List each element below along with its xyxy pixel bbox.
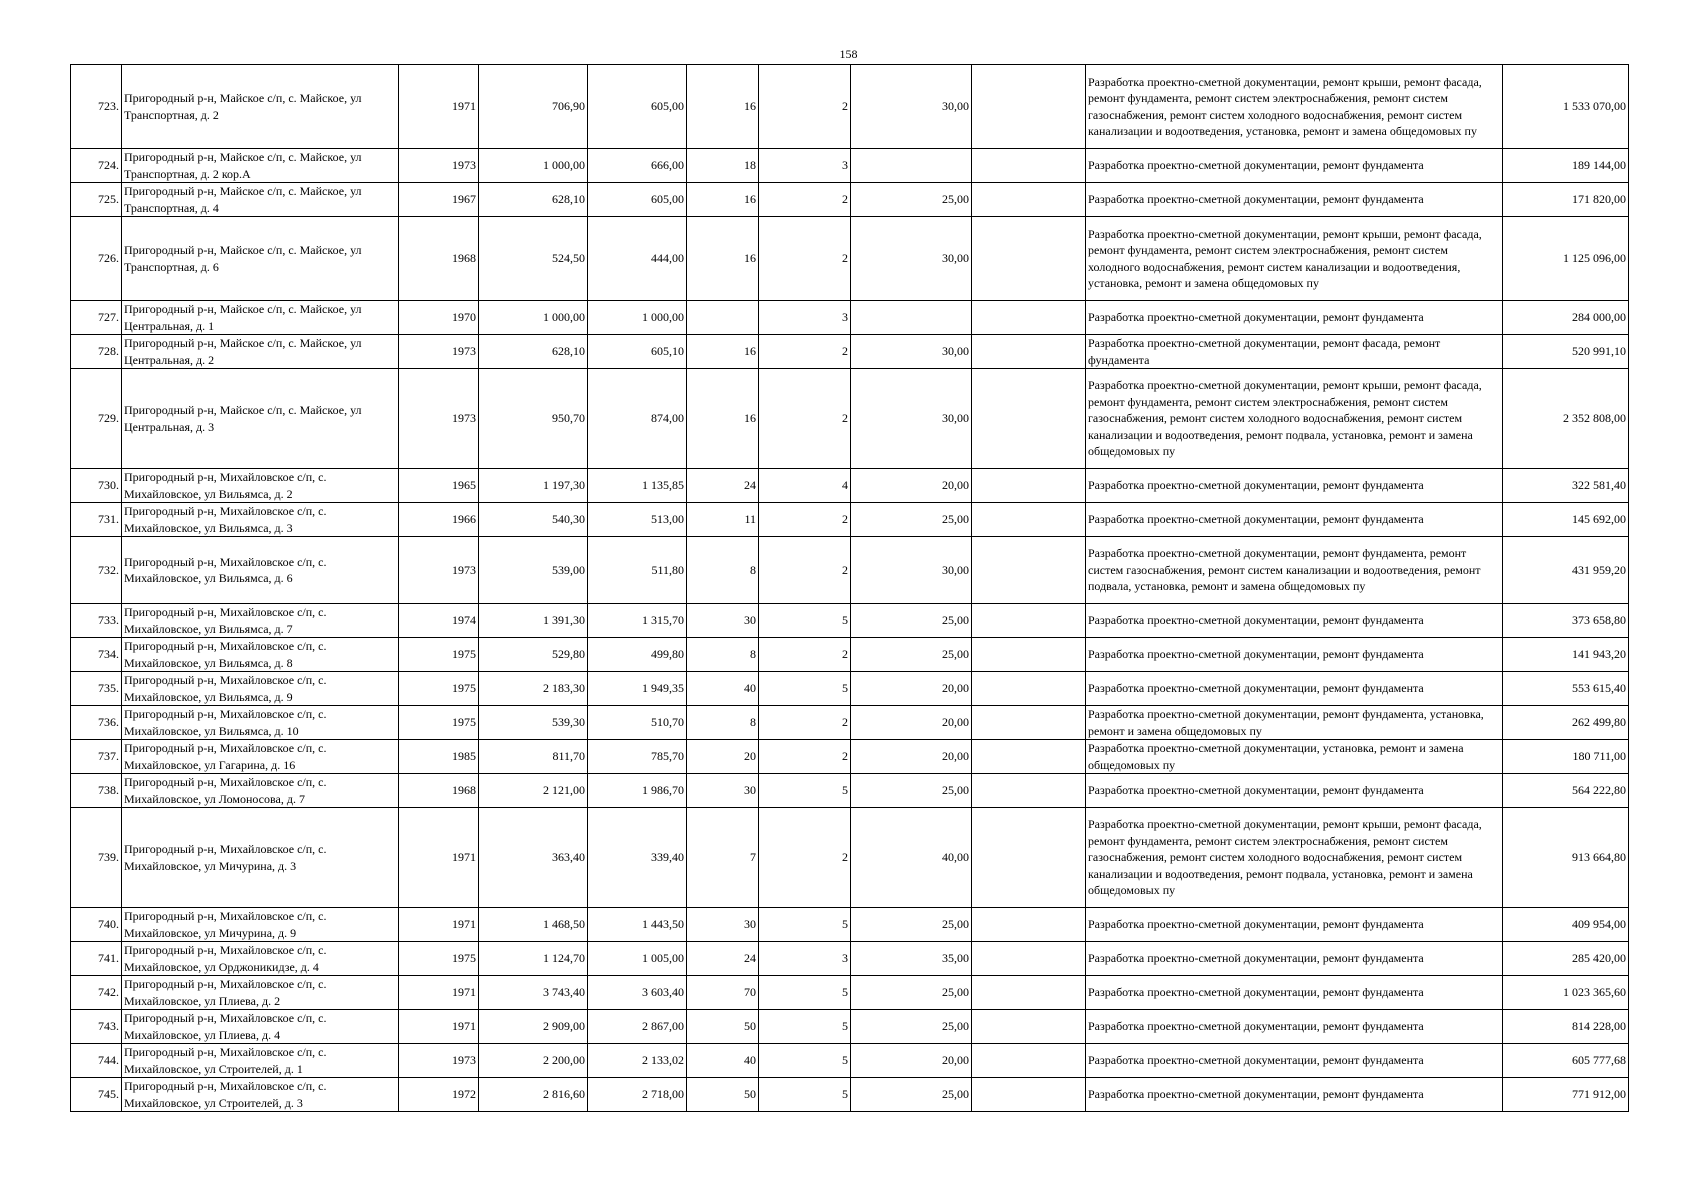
living-area-cell: 1 005,00 (588, 942, 687, 976)
row-number-cell: 730. (71, 469, 122, 503)
empty-cell (972, 774, 1086, 808)
works-cell: Разработка проектно-сметной документации, ремонт фундамента (1086, 672, 1503, 706)
empty-cell (972, 638, 1086, 672)
row-number-cell: 732. (71, 537, 122, 604)
year-cell: 1973 (399, 1044, 479, 1078)
wear-cell: 30,00 (851, 369, 972, 469)
empty-cell (972, 469, 1086, 503)
living-area-cell: 444,00 (588, 217, 687, 301)
table-row (71, 942, 1629, 976)
address-cell: Пригородный р-н, Михайловское с/п, с. Михайловское, ул Вильямса, д. 3 (122, 503, 399, 537)
wear-cell: 25,00 (851, 774, 972, 808)
living-area-cell: 3 603,40 (588, 976, 687, 1010)
row-number-cell: 724. (71, 149, 122, 183)
floors-cell: 5 (759, 1044, 851, 1078)
empty-cell (972, 503, 1086, 537)
wear-cell (851, 301, 972, 335)
floors-cell: 2 (759, 335, 851, 369)
address-cell: Пригородный р-н, Михайловское с/п, с. Михайловское, ул Орджоникидзе, д. 4 (122, 942, 399, 976)
cost-cell: 373 658,80 (1503, 604, 1629, 638)
cost-cell: 553 615,40 (1503, 672, 1629, 706)
wear-cell: 25,00 (851, 604, 972, 638)
year-cell: 1973 (399, 537, 479, 604)
year-cell: 1973 (399, 369, 479, 469)
row-number-cell: 726. (71, 217, 122, 301)
year-cell: 1975 (399, 638, 479, 672)
empty-cell (972, 183, 1086, 217)
total-area-cell: 539,30 (479, 706, 588, 740)
cost-cell: 285 420,00 (1503, 942, 1629, 976)
wear-cell: 25,00 (851, 908, 972, 942)
year-cell: 1966 (399, 503, 479, 537)
address-cell: Пригородный р-н, Михайловское с/п, с. Михайловское, ул Вильямса, д. 2 (122, 469, 399, 503)
living-area-cell: 499,80 (588, 638, 687, 672)
total-area-cell: 529,80 (479, 638, 588, 672)
residents-cell: 30 (687, 908, 759, 942)
total-area-cell: 628,10 (479, 183, 588, 217)
year-cell: 1971 (399, 976, 479, 1010)
works-cell: Разработка проектно-сметной документации, ремонт фундамента (1086, 908, 1503, 942)
year-cell: 1972 (399, 1078, 479, 1112)
empty-cell (972, 740, 1086, 774)
table-row (71, 301, 1629, 335)
floors-cell: 2 (759, 503, 851, 537)
works-cell: Разработка проектно-сметной документации, ремонт фундамента (1086, 469, 1503, 503)
total-area-cell: 1 391,30 (479, 604, 588, 638)
year-cell: 1971 (399, 1010, 479, 1044)
residents-cell: 16 (687, 217, 759, 301)
address-cell: Пригородный р-н, Михайловское с/п, с. Михайловское, ул Мичурина, д. 9 (122, 908, 399, 942)
table-row (71, 672, 1629, 706)
year-cell: 1975 (399, 942, 479, 976)
row-number-cell: 723. (71, 65, 122, 149)
living-area-cell: 874,00 (588, 369, 687, 469)
row-number-cell: 737. (71, 740, 122, 774)
floors-cell: 2 (759, 369, 851, 469)
year-cell: 1974 (399, 604, 479, 638)
works-cell: Разработка проектно-сметной документации, ремонт фундамента (1086, 503, 1503, 537)
cost-cell: 1 125 096,00 (1503, 217, 1629, 301)
total-area-cell: 3 743,40 (479, 976, 588, 1010)
address-cell: Пригородный р-н, Майское с/п, с. Майское, ул Транспортная, д. 2 (122, 65, 399, 149)
floors-cell: 5 (759, 976, 851, 1010)
wear-cell: 30,00 (851, 65, 972, 149)
living-area-cell: 1 986,70 (588, 774, 687, 808)
floors-cell: 5 (759, 604, 851, 638)
year-cell: 1971 (399, 65, 479, 149)
row-number-cell: 731. (71, 503, 122, 537)
address-cell: Пригородный р-н, Майское с/п, с. Майское, ул Транспортная, д. 4 (122, 183, 399, 217)
residents-cell: 16 (687, 335, 759, 369)
address-cell: Пригородный р-н, Майское с/п, с. Майское, ул Центральная, д. 1 (122, 301, 399, 335)
row-number-cell: 728. (71, 335, 122, 369)
total-area-cell: 1 468,50 (479, 908, 588, 942)
table-row (71, 774, 1629, 808)
wear-cell: 25,00 (851, 503, 972, 537)
floors-cell: 2 (759, 217, 851, 301)
residents-cell: 8 (687, 537, 759, 604)
cost-cell: 1 023 365,60 (1503, 976, 1629, 1010)
residents-cell: 18 (687, 149, 759, 183)
total-area-cell: 1 000,00 (479, 149, 588, 183)
empty-cell (972, 672, 1086, 706)
table-row (71, 1044, 1629, 1078)
empty-cell (972, 1044, 1086, 1078)
empty-cell (972, 537, 1086, 604)
wear-cell: 25,00 (851, 638, 972, 672)
works-cell: Разработка проектно-сметной документации, ремонт фундамента (1086, 1010, 1503, 1044)
living-area-cell: 1 443,50 (588, 908, 687, 942)
works-cell: Разработка проектно-сметной документации, ремонт фундамента, ремонт систем газоснабжения, ремонт систем канализации и водоотведения, ремонт подвала, установка, ремонт и замена общедомовых пу (1086, 537, 1503, 604)
row-number-cell: 741. (71, 942, 122, 976)
residents-cell: 24 (687, 942, 759, 976)
wear-cell: 20,00 (851, 469, 972, 503)
wear-cell: 25,00 (851, 183, 972, 217)
residents-cell: 70 (687, 976, 759, 1010)
living-area-cell: 605,00 (588, 65, 687, 149)
table-row (71, 706, 1629, 740)
table-row (71, 908, 1629, 942)
empty-cell (972, 1078, 1086, 1112)
total-area-cell: 2 200,00 (479, 1044, 588, 1078)
wear-cell: 20,00 (851, 740, 972, 774)
floors-cell: 3 (759, 149, 851, 183)
cost-cell: 520 991,10 (1503, 335, 1629, 369)
floors-cell: 4 (759, 469, 851, 503)
wear-cell: 30,00 (851, 335, 972, 369)
total-area-cell: 950,70 (479, 369, 588, 469)
residents-cell: 11 (687, 503, 759, 537)
address-cell: Пригородный р-н, Михайловское с/п, с. Михайловское, ул Вильямса, д. 8 (122, 638, 399, 672)
living-area-cell: 513,00 (588, 503, 687, 537)
address-cell: Пригородный р-н, Майское с/п, с. Майское, ул Транспортная, д. 6 (122, 217, 399, 301)
cost-cell: 431 959,20 (1503, 537, 1629, 604)
residents-cell: 40 (687, 1044, 759, 1078)
table-row (71, 65, 1629, 149)
cost-cell: 564 222,80 (1503, 774, 1629, 808)
wear-cell: 25,00 (851, 1010, 972, 1044)
works-cell: Разработка проектно-сметной документации, ремонт фундамента (1086, 183, 1503, 217)
address-cell: Пригородный р-н, Михайловское с/п, с. Михайловское, ул Ломоносова, д. 7 (122, 774, 399, 808)
empty-cell (972, 808, 1086, 908)
residents-cell (687, 301, 759, 335)
works-cell: Разработка проектно-сметной документации, ремонт фундамента (1086, 942, 1503, 976)
wear-cell: 30,00 (851, 537, 972, 604)
year-cell: 1967 (399, 183, 479, 217)
total-area-cell: 2 816,60 (479, 1078, 588, 1112)
row-number-cell: 734. (71, 638, 122, 672)
total-area-cell: 1 000,00 (479, 301, 588, 335)
works-cell: Разработка проектно-сметной документации, ремонт фундамента (1086, 976, 1503, 1010)
cost-cell: 2 352 808,00 (1503, 369, 1629, 469)
wear-cell: 25,00 (851, 976, 972, 1010)
page-number: 158 (839, 47, 858, 61)
row-number-cell: 735. (71, 672, 122, 706)
address-cell: Пригородный р-н, Майское с/п, с. Майское, ул Центральная, д. 2 (122, 335, 399, 369)
works-cell: Разработка проектно-сметной документации, ремонт крыши, ремонт фасада, ремонт фундамента, ремонт систем электроснабжения, ремонт систем газоснабжения, ремонт систем холодного водоснабжения, ремонт систем канализации и водоотведения, ремонт подвала, установка, ремонт и замена общедомовых пу (1086, 808, 1503, 908)
total-area-cell: 2 183,30 (479, 672, 588, 706)
table-row (71, 1078, 1629, 1112)
empty-cell (972, 301, 1086, 335)
living-area-cell: 1 315,70 (588, 604, 687, 638)
living-area-cell: 2 718,00 (588, 1078, 687, 1112)
wear-cell: 25,00 (851, 1078, 972, 1112)
empty-cell (972, 335, 1086, 369)
empty-cell (972, 942, 1086, 976)
cost-cell: 1 533 070,00 (1503, 65, 1629, 149)
total-area-cell: 706,90 (479, 65, 588, 149)
works-cell: Разработка проектно-сметной документации, ремонт фундамента (1086, 774, 1503, 808)
address-cell: Пригородный р-н, Михайловское с/п, с. Михайловское, ул Вильямса, д. 7 (122, 604, 399, 638)
wear-cell: 30,00 (851, 217, 972, 301)
floors-cell: 5 (759, 672, 851, 706)
table-body (71, 65, 1629, 1112)
year-cell: 1973 (399, 335, 479, 369)
row-number-cell: 738. (71, 774, 122, 808)
floors-cell: 3 (759, 301, 851, 335)
residents-cell: 50 (687, 1078, 759, 1112)
year-cell: 1968 (399, 774, 479, 808)
total-area-cell: 2 909,00 (479, 1010, 588, 1044)
year-cell: 1975 (399, 706, 479, 740)
living-area-cell: 339,40 (588, 808, 687, 908)
floors-cell: 2 (759, 808, 851, 908)
floors-cell: 2 (759, 638, 851, 672)
floors-cell: 5 (759, 908, 851, 942)
residents-cell: 7 (687, 808, 759, 908)
residents-cell: 30 (687, 604, 759, 638)
total-area-cell: 1 124,70 (479, 942, 588, 976)
residents-cell: 16 (687, 183, 759, 217)
cost-cell: 141 943,20 (1503, 638, 1629, 672)
works-cell: Разработка проектно-сметной документации, ремонт фундамента, установка, ремонт и замена общедомовых пу (1086, 706, 1503, 740)
floors-cell: 2 (759, 183, 851, 217)
row-number-cell: 736. (71, 706, 122, 740)
year-cell: 1973 (399, 149, 479, 183)
table-row (71, 217, 1629, 301)
address-cell: Пригородный р-н, Михайловское с/п, с. Михайловское, ул Строителей, д. 1 (122, 1044, 399, 1078)
table-row (71, 808, 1629, 908)
residents-cell: 50 (687, 1010, 759, 1044)
year-cell: 1985 (399, 740, 479, 774)
address-cell: Пригородный р-н, Михайловское с/п, с. Михайловское, ул Вильямса, д. 6 (122, 537, 399, 604)
address-cell: Пригородный р-н, Майское с/п, с. Майское, ул Транспортная, д. 2 кор.А (122, 149, 399, 183)
residents-cell: 30 (687, 774, 759, 808)
table-row (71, 503, 1629, 537)
works-cell: Разработка проектно-сметной документации, ремонт крыши, ремонт фасада, ремонт фундамента, ремонт систем электроснабжения, ремонт систем холодного водоснабжения, ремонт систем канализации и водоотведения, установка, ремонт и замена общедомовых пу (1086, 217, 1503, 301)
year-cell: 1975 (399, 672, 479, 706)
address-cell: Пригородный р-н, Михайловское с/п, с. Михайловское, ул Гагарина, д. 16 (122, 740, 399, 774)
table-row (71, 638, 1629, 672)
row-number-cell: 727. (71, 301, 122, 335)
address-cell: Пригородный р-н, Михайловское с/п, с. Михайловское, ул Строителей, д. 3 (122, 1078, 399, 1112)
table-row (71, 537, 1629, 604)
address-cell: Пригородный р-н, Михайловское с/п, с. Михайловское, ул Вильямса, д. 10 (122, 706, 399, 740)
row-number-cell: 740. (71, 908, 122, 942)
table-row (71, 604, 1629, 638)
total-area-cell: 628,10 (479, 335, 588, 369)
table-row (71, 1010, 1629, 1044)
living-area-cell: 605,00 (588, 183, 687, 217)
year-cell: 1971 (399, 908, 479, 942)
floors-cell: 5 (759, 774, 851, 808)
address-cell: Пригородный р-н, Майское с/п, с. Майское, ул Центральная, д. 3 (122, 369, 399, 469)
table-row (71, 149, 1629, 183)
works-cell: Разработка проектно-сметной документации, установка, ремонт и замена общедомовых пу (1086, 740, 1503, 774)
wear-cell: 40,00 (851, 808, 972, 908)
residents-cell: 16 (687, 65, 759, 149)
wear-cell: 35,00 (851, 942, 972, 976)
row-number-cell: 725. (71, 183, 122, 217)
works-cell: Разработка проектно-сметной документации, ремонт фундамента (1086, 604, 1503, 638)
cost-cell: 145 692,00 (1503, 503, 1629, 537)
total-area-cell: 1 197,30 (479, 469, 588, 503)
row-number-cell: 745. (71, 1078, 122, 1112)
year-cell: 1968 (399, 217, 479, 301)
row-number-cell: 742. (71, 976, 122, 1010)
year-cell: 1970 (399, 301, 479, 335)
total-area-cell: 524,50 (479, 217, 588, 301)
address-cell: Пригородный р-н, Михайловское с/п, с. Михайловское, ул Плиева, д. 4 (122, 1010, 399, 1044)
row-number-cell: 744. (71, 1044, 122, 1078)
cost-cell: 409 954,00 (1503, 908, 1629, 942)
cost-cell: 605 777,68 (1503, 1044, 1629, 1078)
floors-cell: 2 (759, 537, 851, 604)
living-area-cell: 1 000,00 (588, 301, 687, 335)
living-area-cell: 605,10 (588, 335, 687, 369)
row-number-cell: 733. (71, 604, 122, 638)
row-number-cell: 743. (71, 1010, 122, 1044)
address-cell: Пригородный р-н, Михайловское с/п, с. Михайловское, ул Вильямса, д. 9 (122, 672, 399, 706)
cost-cell: 771 912,00 (1503, 1078, 1629, 1112)
empty-cell (972, 149, 1086, 183)
living-area-cell: 510,70 (588, 706, 687, 740)
cost-cell: 814 228,00 (1503, 1010, 1629, 1044)
table-row (71, 469, 1629, 503)
empty-cell (972, 1010, 1086, 1044)
residents-cell: 40 (687, 672, 759, 706)
residents-cell: 8 (687, 638, 759, 672)
table-row (71, 976, 1629, 1010)
living-area-cell: 785,70 (588, 740, 687, 774)
wear-cell: 20,00 (851, 706, 972, 740)
empty-cell (972, 604, 1086, 638)
residents-cell: 8 (687, 706, 759, 740)
works-cell: Разработка проектно-сметной документации, ремонт фундамента (1086, 1044, 1503, 1078)
works-cell: Разработка проектно-сметной документации, ремонт фундамента (1086, 149, 1503, 183)
address-cell: Пригородный р-н, Михайловское с/п, с. Михайловское, ул Плиева, д. 2 (122, 976, 399, 1010)
residents-cell: 16 (687, 369, 759, 469)
works-cell: Разработка проектно-сметной документации, ремонт фундамента (1086, 1078, 1503, 1112)
works-cell: Разработка проектно-сметной документации, ремонт фундамента (1086, 301, 1503, 335)
empty-cell (972, 65, 1086, 149)
floors-cell: 5 (759, 1010, 851, 1044)
living-area-cell: 1 949,35 (588, 672, 687, 706)
wear-cell: 20,00 (851, 1044, 972, 1078)
total-area-cell: 2 121,00 (479, 774, 588, 808)
residents-cell: 24 (687, 469, 759, 503)
cost-cell: 171 820,00 (1503, 183, 1629, 217)
cost-cell: 322 581,40 (1503, 469, 1629, 503)
housing-repair-table (70, 64, 1629, 1112)
year-cell: 1965 (399, 469, 479, 503)
row-number-cell: 729. (71, 369, 122, 469)
living-area-cell: 1 135,85 (588, 469, 687, 503)
table-row (71, 183, 1629, 217)
table-row (71, 369, 1629, 469)
works-cell: Разработка проектно-сметной документации, ремонт фундамента (1086, 638, 1503, 672)
floors-cell: 2 (759, 740, 851, 774)
cost-cell: 284 000,00 (1503, 301, 1629, 335)
floors-cell: 2 (759, 65, 851, 149)
cost-cell: 189 144,00 (1503, 149, 1629, 183)
empty-cell (972, 217, 1086, 301)
living-area-cell: 2 867,00 (588, 1010, 687, 1044)
empty-cell (972, 706, 1086, 740)
works-cell: Разработка проектно-сметной документации, ремонт фасада, ремонт фундамента (1086, 335, 1503, 369)
empty-cell (972, 908, 1086, 942)
empty-cell (972, 976, 1086, 1010)
residents-cell: 20 (687, 740, 759, 774)
total-area-cell: 540,30 (479, 503, 588, 537)
wear-cell (851, 149, 972, 183)
total-area-cell: 363,40 (479, 808, 588, 908)
total-area-cell: 539,00 (479, 537, 588, 604)
address-cell: Пригородный р-н, Михайловское с/п, с. Михайловское, ул Мичурина, д. 3 (122, 808, 399, 908)
year-cell: 1971 (399, 808, 479, 908)
wear-cell: 20,00 (851, 672, 972, 706)
floors-cell: 2 (759, 706, 851, 740)
floors-cell: 5 (759, 1078, 851, 1112)
living-area-cell: 511,80 (588, 537, 687, 604)
empty-cell (972, 369, 1086, 469)
cost-cell: 180 711,00 (1503, 740, 1629, 774)
works-cell: Разработка проектно-сметной документации, ремонт крыши, ремонт фасада, ремонт фундамента, ремонт систем электроснабжения, ремонт систем газоснабжения, ремонт систем холодного водоснабжения, ремонт систем канализации и водоотведения, установка, ремонт и замена общедомовых пу (1086, 65, 1503, 149)
floors-cell: 3 (759, 942, 851, 976)
works-cell: Разработка проектно-сметной документации, ремонт крыши, ремонт фасада, ремонт фундамента, ремонт систем электроснабжения, ремонт систем газоснабжения, ремонт систем холодного водоснабжения, ремонт систем канализации и водоотведения, ремонт подвала, установка, ремонт и замена общедомовых пу (1086, 369, 1503, 469)
cost-cell: 262 499,80 (1503, 706, 1629, 740)
total-area-cell: 811,70 (479, 740, 588, 774)
table-row (71, 335, 1629, 369)
living-area-cell: 2 133,02 (588, 1044, 687, 1078)
table-row (71, 740, 1629, 774)
living-area-cell: 666,00 (588, 149, 687, 183)
row-number-cell: 739. (71, 808, 122, 908)
cost-cell: 913 664,80 (1503, 808, 1629, 908)
